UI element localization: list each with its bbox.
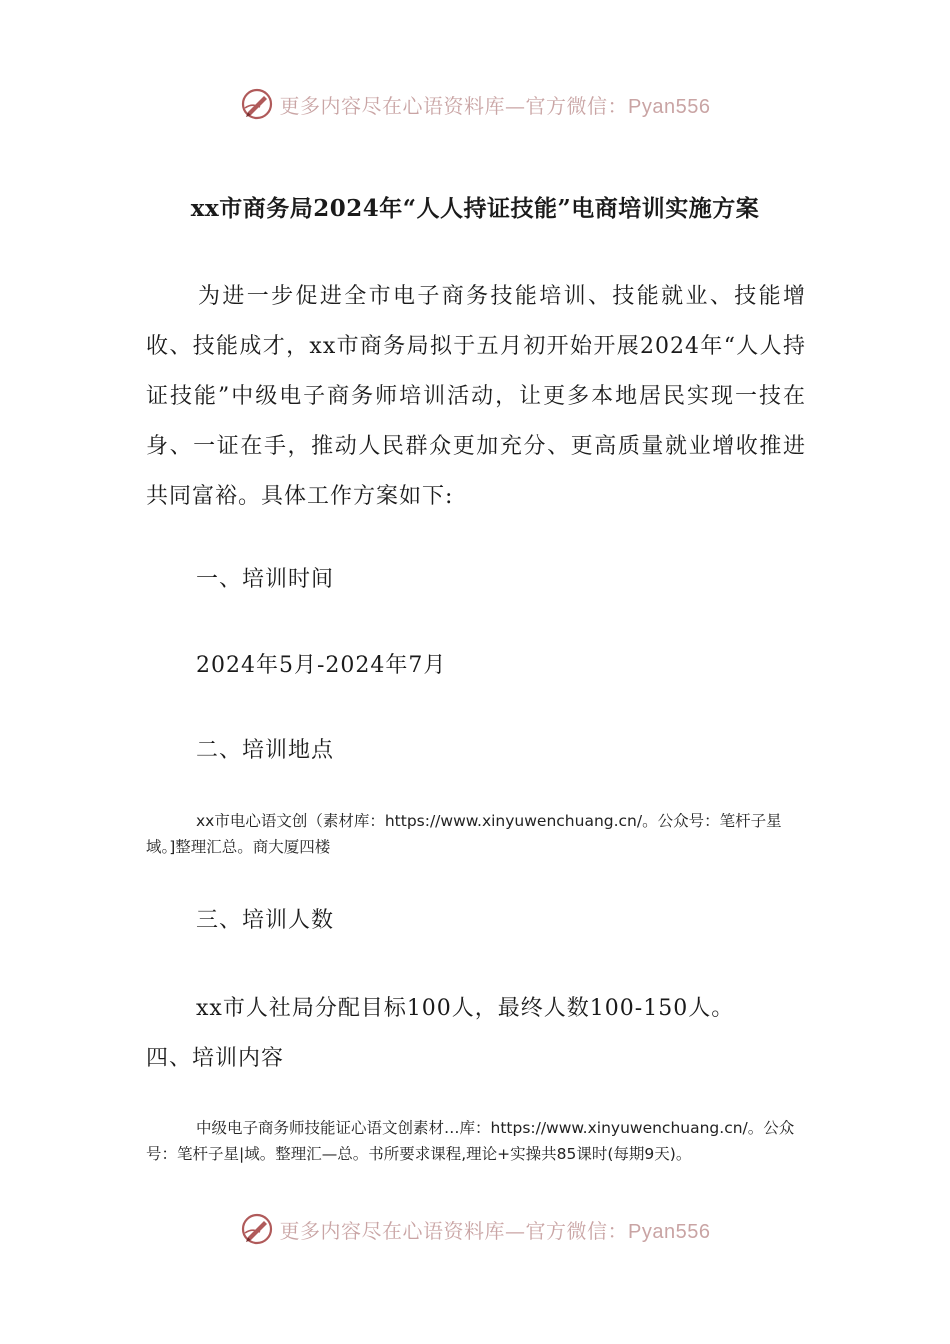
document-title: xx市商务局2024年“人人持证技能”电商培训实施方案	[190, 195, 760, 222]
watermark-banner-top	[0, 84, 950, 124]
pen-circle-icon	[240, 1212, 274, 1246]
section-text-count: xx市人社局分配目标100人，最终人数100-150人。	[196, 996, 735, 1021]
watermark-text: 更多内容尽在心语资料库—官方微信：Pyan556	[279, 93, 711, 118]
section-text-location: xx市电心语文创（素材库：https://www.xinyuwenchuang.cn/。公众号：笔杆子星域。]整理汇总。商大厦四楼	[146, 812, 782, 856]
watermark-text: 更多内容尽在心语资料库—官方微信：Pyan556	[279, 1218, 711, 1243]
pen-circle-icon	[240, 87, 274, 121]
section-heading-content: 四、培训内容	[146, 1046, 285, 1071]
section-heading-count: 三、培训人数	[196, 908, 335, 933]
section-text-time: 2024年5月-2024年7月	[196, 653, 447, 678]
section-text-content: 中级电子商务师技能证心语文创素材…库：https://www.xinyuwenchuang.cn/。公众号：笔杆子星|域。整理汇—总。书所要求课程,理论+实操共85课时(每期9天)。	[146, 1119, 795, 1163]
intro-paragraph: 为进一步促进全市电子商务技能培训、技能就业、技能增收、技能成才，xx市商务局拟于五月初开始开展2024年“人人持证技能”中级电子商务师培训活动，让更多本地居民实现一技在身、一证在手，推动人民群众更加充分、更高质量就业增收推进共同富裕。具体工作方案如下:	[146, 284, 806, 509]
section-heading-time: 一、培训时间	[196, 567, 335, 592]
section-heading-location: 二、培训地点	[196, 738, 335, 763]
watermark-banner-bottom	[0, 1209, 950, 1249]
